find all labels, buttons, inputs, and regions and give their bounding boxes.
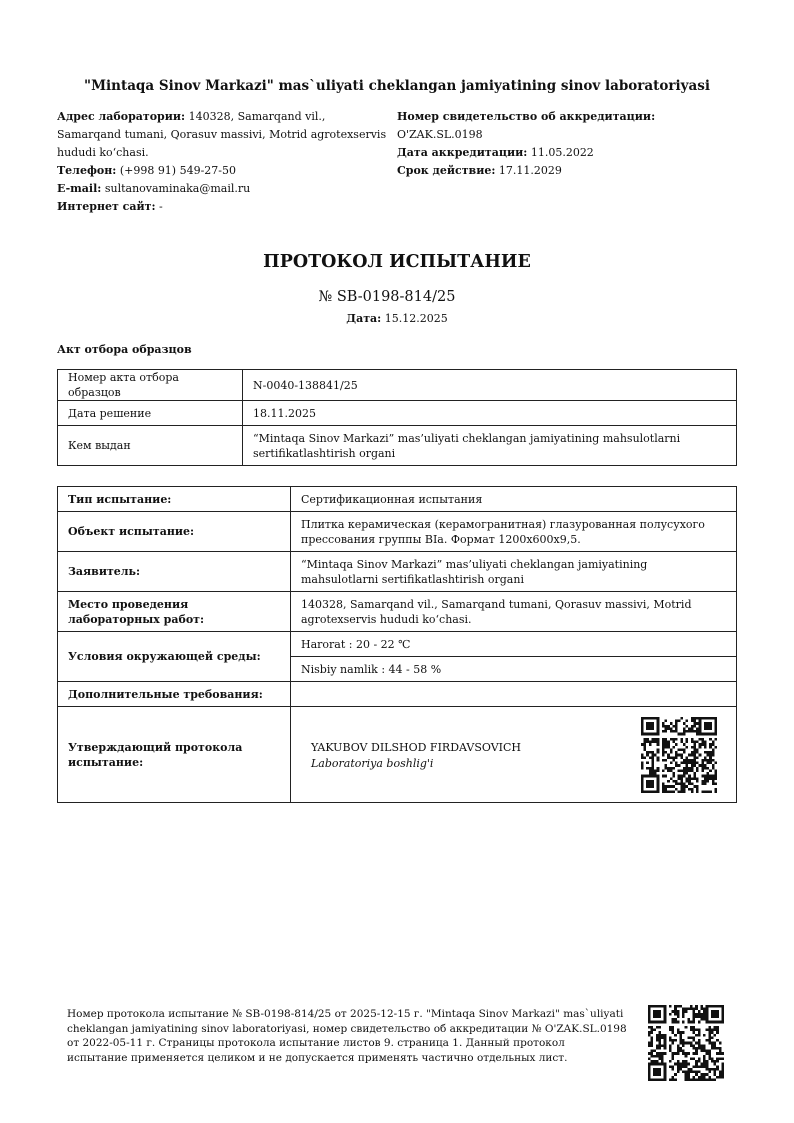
place-value: 140328, Samarqand vil., Samarqand tumani, Qorasuv massivi, Motrid agrotexservis hududi ko‘chasi. — [291, 592, 737, 632]
protocol-date-value: 15.12.2025 — [384, 312, 448, 325]
protocol-date — [0, 312, 794, 325]
phone-value: (+998 91) 549-27-50 — [119, 164, 237, 177]
cert-label: Номер свидетельство об аккредитации: — [397, 110, 656, 123]
table-row — [58, 426, 737, 466]
sampling-value: N-0040-138841/25 — [243, 370, 737, 401]
sampling-label: Кем выдан — [58, 426, 243, 466]
phone-line — [57, 162, 392, 180]
sampling-table — [57, 369, 737, 466]
validity-value: 17.11.2029 — [498, 164, 562, 177]
test-type-value: Сертификационная испытания — [291, 487, 737, 512]
website-line — [57, 198, 392, 216]
approver-label: Утверждающий протокола испытание: — [58, 707, 291, 803]
protocol-title: ПРОТОКОЛ ИСПЫТАНИЕ — [263, 252, 531, 272]
env-temperature: Harorat : 20 - 22 ℃ — [291, 632, 737, 657]
footer-note: Номер протокола испытание № SB-0198-814/25 от 2025-12-15 г. "Mintaqa Sinov Markazi" mas`uliyati cheklangan jamiyatining sinov laboratoriyasi, номер свидетельство об аккредитации № O'ZAK.SL.0198 от 2022-05-11 г. Страницы протокола испытание листов 9. страница 1. Данный протокол испытание применяется целиком и не допускается применять частично отдельных лист. — [67, 1008, 627, 1064]
sampling-section-title: Акт отбора образцов — [57, 343, 192, 356]
table-row — [58, 632, 737, 657]
env-humidity: Nisbiy namlik : 44 - 58 % — [291, 657, 737, 682]
email-value: sultanovaminaka@mail.ru — [104, 182, 251, 195]
protocol-date-label: Дата: — [346, 312, 382, 325]
applicant-label: Заявитель: — [58, 552, 291, 592]
approver-qr-code — [641, 717, 717, 793]
table-row — [58, 370, 737, 401]
extra-requirements-label: Дополнительные требования: — [58, 682, 291, 707]
sampling-value: “Mintaqa Sinov Markazi” mas’uliyati cheklangan jamiyatining mahsulotlarni sertifikatlashtirish organi — [243, 426, 737, 466]
table-row — [58, 707, 737, 803]
website-value: - — [159, 200, 163, 213]
approver-name: YAKUBOV DILSHOD FIRDAVSOVICH — [311, 741, 522, 754]
table-row — [58, 682, 737, 707]
sampling-value: 18.11.2025 — [243, 401, 737, 426]
lab-title: "Mintaqa Sinov Markazi" mas`uliyati cheklangan jamiyatining sinov laboratoriyasi — [84, 78, 710, 94]
validity-label: Срок действие: — [397, 164, 496, 177]
email-label: E-mail: — [57, 182, 102, 195]
protocol-number: № SB-0198-814/25 — [318, 289, 456, 305]
address-value: 140328, Samarqand vil., Samarqand tumani, Qorasuv massivi, Motrid agrotexservis hududi ko‘chasi. — [57, 110, 387, 159]
table-row — [58, 592, 737, 632]
test-type-label: Тип испытание: — [58, 487, 291, 512]
website-label: Интернет сайт: — [57, 200, 156, 213]
email-line — [57, 180, 392, 198]
extra-requirements-value — [291, 682, 737, 707]
table-row — [58, 401, 737, 426]
table-row — [58, 487, 737, 512]
phone-label: Телефон: — [57, 164, 117, 177]
env-label: Условия окружающей среды: — [58, 632, 291, 682]
accr-date-line — [397, 144, 737, 162]
table-row — [58, 552, 737, 592]
validity-line — [397, 162, 737, 180]
accr-date-value: 11.05.2022 — [530, 146, 594, 159]
accreditation-info — [397, 108, 737, 180]
cert-value: O'ZAK.SL.0198 — [397, 128, 483, 141]
test-object-value: Плитка керамическая (керамогранитная) глазурованная полусухого прессования группы BIa. Формат 1200х600х9,5. — [291, 512, 737, 552]
lab-contact-info — [57, 108, 392, 216]
footer-qr-code — [648, 1005, 724, 1081]
approver-role: Laboratoriya boshlig'i — [311, 757, 434, 770]
sampling-label: Дата решение — [58, 401, 243, 426]
test-object-label: Объект испытание: — [58, 512, 291, 552]
table-row — [58, 512, 737, 552]
address-label: Адрес лаборатории: — [57, 110, 186, 123]
sampling-label: Номер акта отбора образцов — [58, 370, 243, 401]
applicant-value: “Mintaqa Sinov Markazi” mas’uliyati cheklangan jamiyatining mahsulotlarni sertifikatlashtirish organi — [291, 552, 737, 592]
place-label: Место проведения лабораторных работ: — [58, 592, 291, 632]
accr-date-label: Дата аккредитации: — [397, 146, 528, 159]
test-info-table — [57, 486, 737, 803]
address-line — [57, 108, 392, 162]
